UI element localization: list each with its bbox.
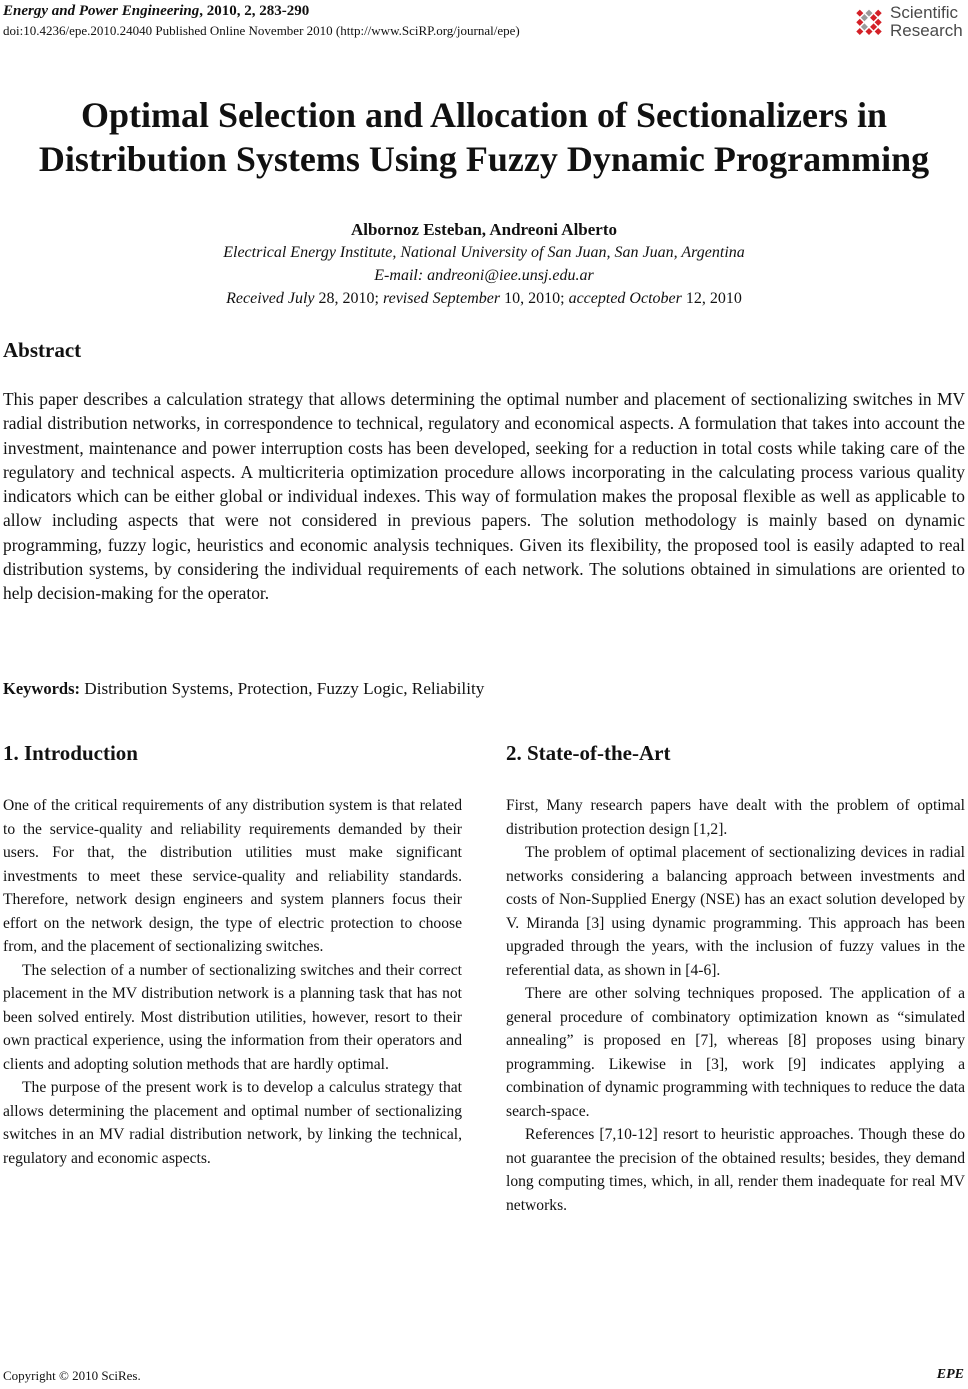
doi-line: doi:10.4236/epe.2010.24040 Published Online November 2010 (http://www.SciRP.org/journal/epe)	[3, 23, 520, 38]
email-line	[0, 265, 968, 286]
keywords	[3, 678, 484, 700]
received-value: 28, 2010;	[314, 290, 383, 307]
abstract-heading: Abstract	[3, 338, 82, 362]
section-body-introduction	[3, 794, 462, 1170]
paragraph: The purpose of the present work is to develop a calculus strategy that allows determining the placement and optimal number of sectionalizing switches in an MV radial distribution network, by linking the technical, regulatory and economic aspects.	[3, 1079, 462, 1167]
revised-value: 10, 2010;	[500, 290, 569, 307]
logo-square	[856, 19, 863, 26]
logo-square	[875, 19, 882, 26]
logo-line2: Research	[890, 21, 963, 40]
paragraph: One of the critical requirements of any distribution system is that related to the service-quality and reliability requirements demanded by their users. For that, the distribution utilities must make significant investments to meet these service-quality and reliability standards. Therefore, network design engineers and system planners focus their effort on the network design, the type of electric protection to choose from, and the placement of sectionalizing switches.	[3, 797, 462, 955]
logo-square	[870, 14, 877, 21]
accepted-label: accepted October	[568, 290, 682, 307]
revised-label: revised September	[382, 290, 501, 307]
paragraph: There are other solving techniques proposed. The application of a general procedure of combinatory optimization known as “simulated annealing” is proposed en [7], whereas [8] proposes using binary programming. Likewise in [3], work [9] indicates applying a combination of dynamic programming with techniques to reduce the data search-space.	[506, 985, 965, 1120]
logo-text	[890, 4, 963, 40]
paragraph: The selection of a number of sectionalizing switches and their correct placement in the MV distribution network is a planning task that has not been solved entirely. Most distribution utilities, however, resort to their own practical experience, using the information from their operators and clients and adopting solution methods that are hardly optimal.	[3, 961, 462, 1073]
logo-square	[856, 10, 863, 17]
logo-mark-icon	[850, 4, 888, 42]
section-heading-state-of-the-art: 2. State-of-the-Art	[506, 741, 671, 765]
paragraph: First, Many research papers have dealt with the problem of optimal distribution protection design [1,2].	[506, 797, 965, 838]
journal-issue: , 2010, 2, 283-290	[199, 3, 310, 19]
accepted-value: 12, 2010	[681, 290, 742, 307]
title-line-1: Optimal Selection and Allocation of Sectionalizers in	[81, 95, 887, 135]
keywords-value: Distribution Systems, Protection, Fuzzy Logic, Reliability	[80, 679, 485, 698]
paragraph: The problem of optimal placement of sectionalizing devices in radial networks considering a balancing approach between investments and costs of Non-Supplied Energy (NSE) has an exact solution developed by V. Miranda [3] using dynamic programming. This approach has been upgraded through the years, with the inclusion of fuzzy values in the referential data, as shown in [4-6].	[506, 844, 965, 979]
copyright: Copyright © 2010 SciRes.	[3, 1368, 141, 1383]
authors: Albornoz Esteban, Andreoni Alberto	[350, 220, 618, 239]
abstract-text: This paper describes a calculation strategy that allows determining the optimal number and placement of sectionalizing switches in MV radial distribution networks, in correspondence to technical, regulatory and economical aspects. A formulation that takes into account the investment, maintenance and power interruption costs has been developed, seeking for a reduction in total costs while taking care of the regulatory and technical aspects. A multicriteria optimization procedure allows incorporating in the calculating process various quality indicators which can be either global or individual indexes. This way of formulation makes the proposal flexible as well as applicable to allow including aspects that were not considered in previous papers. The solution methodology is mainly based on dynamic programming, fuzzy logic, heuristics and economic analysis techniques. Given its flexibility, the proposed tool is easily adapted to real distribution systems, by considering the individual requirements of each network. The solutions obtained in simulations are oriented to help decision-making for the operator.	[3, 389, 965, 604]
dates-line	[0, 288, 968, 309]
publisher-logo	[850, 4, 968, 44]
logo-square	[870, 23, 877, 30]
email-value: : andreoni@iee.unsj.edu.ar	[417, 267, 594, 284]
journal-abbreviation: EPE	[936, 1367, 964, 1382]
logo-square	[875, 28, 882, 35]
affiliation: Electrical Energy Institute, National University of San Juan, San Juan, Argentina	[223, 244, 745, 261]
logo-square	[861, 23, 868, 30]
title-line-2: Distribution Systems Using Fuzzy Dynamic Programming	[38, 139, 930, 179]
logo-square	[865, 28, 872, 35]
logo-square	[856, 28, 863, 35]
received-label: Received July	[226, 290, 315, 307]
email-label: E-mail	[374, 267, 418, 284]
logo-square	[861, 14, 868, 21]
journal-citation	[3, 2, 309, 21]
keywords-label: Keywords:	[3, 679, 80, 698]
journal-name: Energy and Power Engineering	[3, 3, 200, 19]
section-body-state-of-the-art	[506, 794, 965, 1217]
logo-line1: Scientific	[890, 3, 959, 22]
section-heading-introduction: 1. Introduction	[3, 741, 138, 765]
logo-square	[865, 10, 872, 17]
paragraph: References [7,10-12] resort to heuristic approaches. Though these do not guarantee the precision of the obtained results; besides, they demand long computing times, which, in all, render them inadequate for real MV networks.	[506, 1126, 965, 1214]
logo-square	[875, 10, 882, 17]
paper-title	[0, 93, 968, 181]
